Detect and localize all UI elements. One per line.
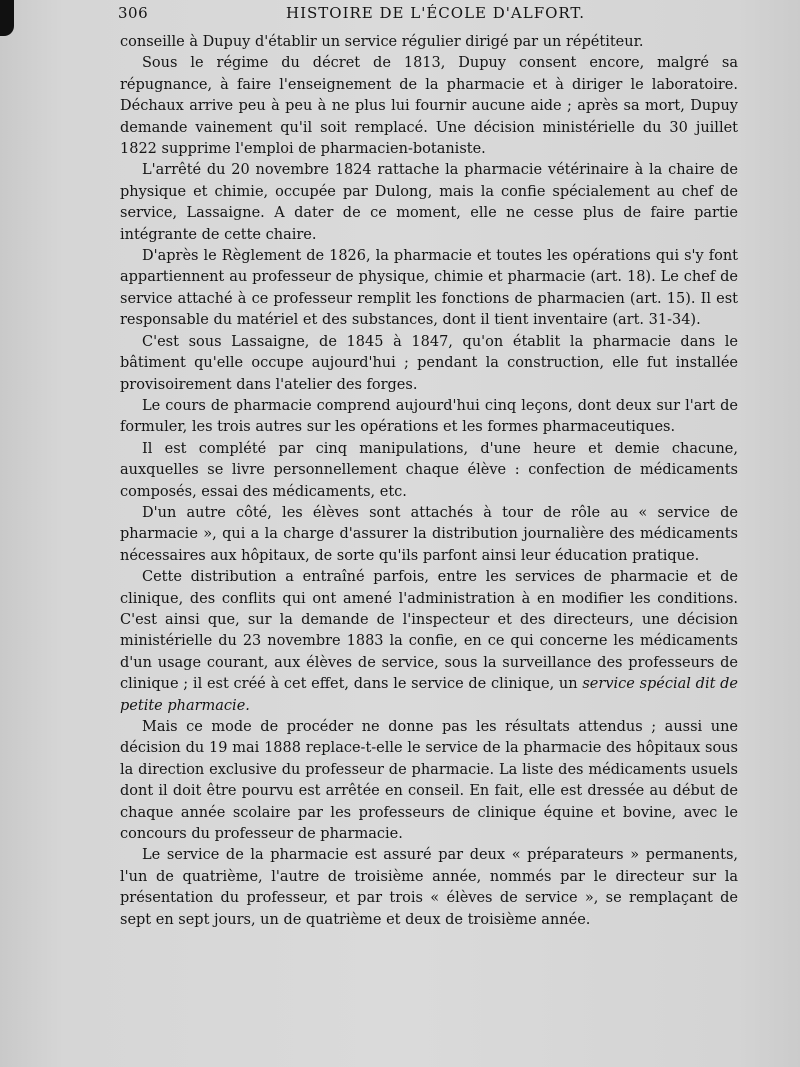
paragraph-11: Le service de la pharmacie est assuré par deux « préparateurs » permanents, l'un de quatrième, l'autre de troisième année, nommés par le directeur sur la présentation du professeur, et par trois « élèves de service », se remplaçant de sept en sept jours, un de quatrième et deux de troisième année. xyxy=(120,847,738,928)
running-title: HISTOIRE DE L'ÉCOLE D'ALFORT. xyxy=(286,4,585,22)
paragraph-7: Il est complété par cinq manipulations, d'une heure et demie chacune, auxquelles se livre personnellement chaque élève : confection de médicaments composés, essai des médicaments, etc. xyxy=(120,440,738,500)
paragraph-10: Mais ce mode de procéder ne donne pas les résultats attendus ; aussi une décision du 19 mai 1888 replace-t-elle le service de la pharmacie des hôpitaux sous la direction exclusive du professeur de pharmacie. La liste des médicaments usuels dont il doit être pourvu est arrêtée en conseil. En fait, elle est dressée au début de chaque année scolaire par les professeurs de clinique équine et bovine, avec le concours du professeur de pharmacie. xyxy=(120,719,738,843)
paragraph-6: Le cours de pharmacie comprend aujourd'hui cinq leçons, dont deux sur l'art de formuler, les trois autres sur les opérations et les formes pharmaceutiques. xyxy=(120,397,738,436)
paragraph-3: L'arrêté du 20 novembre 1824 rattache la pharmacie vétérinaire à la chaire de physique et chimie, occupée par Dulong, mais la confie spécialement au chef de service, Lassaigne. A dater de ce moment, elle ne cesse plus de faire partie intégrante de cette chaire. xyxy=(120,162,738,243)
paragraph-1: conseille à Dupuy d'établir un service régulier dirigé par un répétiteur. xyxy=(120,34,644,50)
paragraph-9-italic: service spécial dit de petite pharmacie. xyxy=(120,676,739,714)
paragraph-4: D'après le Règlement de 1826, la pharmacie et toutes les opérations qui s'y font appartiennent au professeur de physique, chimie et pharmacie (art. 18). Le chef de service attaché à ce professeur remplit les fonctions de pharmacien (art. 15). Il est responsable du matériel et des substances, dont il tient inventaire (art. 31-34). xyxy=(120,248,738,329)
page-number: 306 xyxy=(118,4,149,22)
paragraph-9 xyxy=(120,567,738,717)
paragraph-2: Sous le régime du décret de 1813, Dupuy consent encore, malgré sa répugnance, à faire l'enseignement de la pharmacie et à diriger le laboratoire. Déchaux arrive peu à peu à ne plus lui fournir aucune aide ; après sa mort, Dupuy demande vainement qu'il soit remplacé. Une décision ministérielle du 30 juillet 1822 supprime l'emploi de pharmacien-botaniste. xyxy=(120,55,738,158)
paragraph-8: D'un autre côté, les élèves sont attachés à tour de rôle au « service de pharmacie », qui a la charge d'assurer la distribution journalière des médicaments nécessaires aux hôpitaux, de sorte qu'ils parfont ainsi leur éducation pratique. xyxy=(120,504,738,564)
page-corner-shadow xyxy=(0,0,14,36)
body-text xyxy=(120,32,738,931)
page-header xyxy=(118,4,788,26)
paragraph-9-text: Cette distribution a entraîné parfois, entre les services de pharmacie et de clinique, des conflits qui ont amené l'administration à en modifier les conditions. C'est ainsi que, sur la demande de l'inspecteur et des directeurs, une décision ministérielle du 23 novembre 1883 la confie, en ce qui concerne les médicaments d'un usage courant, aux élèves de service, sous la surveillance des professeurs de clinique ; il est créé à cet effet, dans le service de clinique, un xyxy=(120,569,738,693)
paragraph-5: C'est sous Lassaigne, de 1845 à 1847, qu'on établit la pharmacie dans le bâtiment qu'elle occupe aujourd'hui ; pendant la construction, elle fut installée provisoirement dans l'atelier des forges. xyxy=(120,333,738,393)
